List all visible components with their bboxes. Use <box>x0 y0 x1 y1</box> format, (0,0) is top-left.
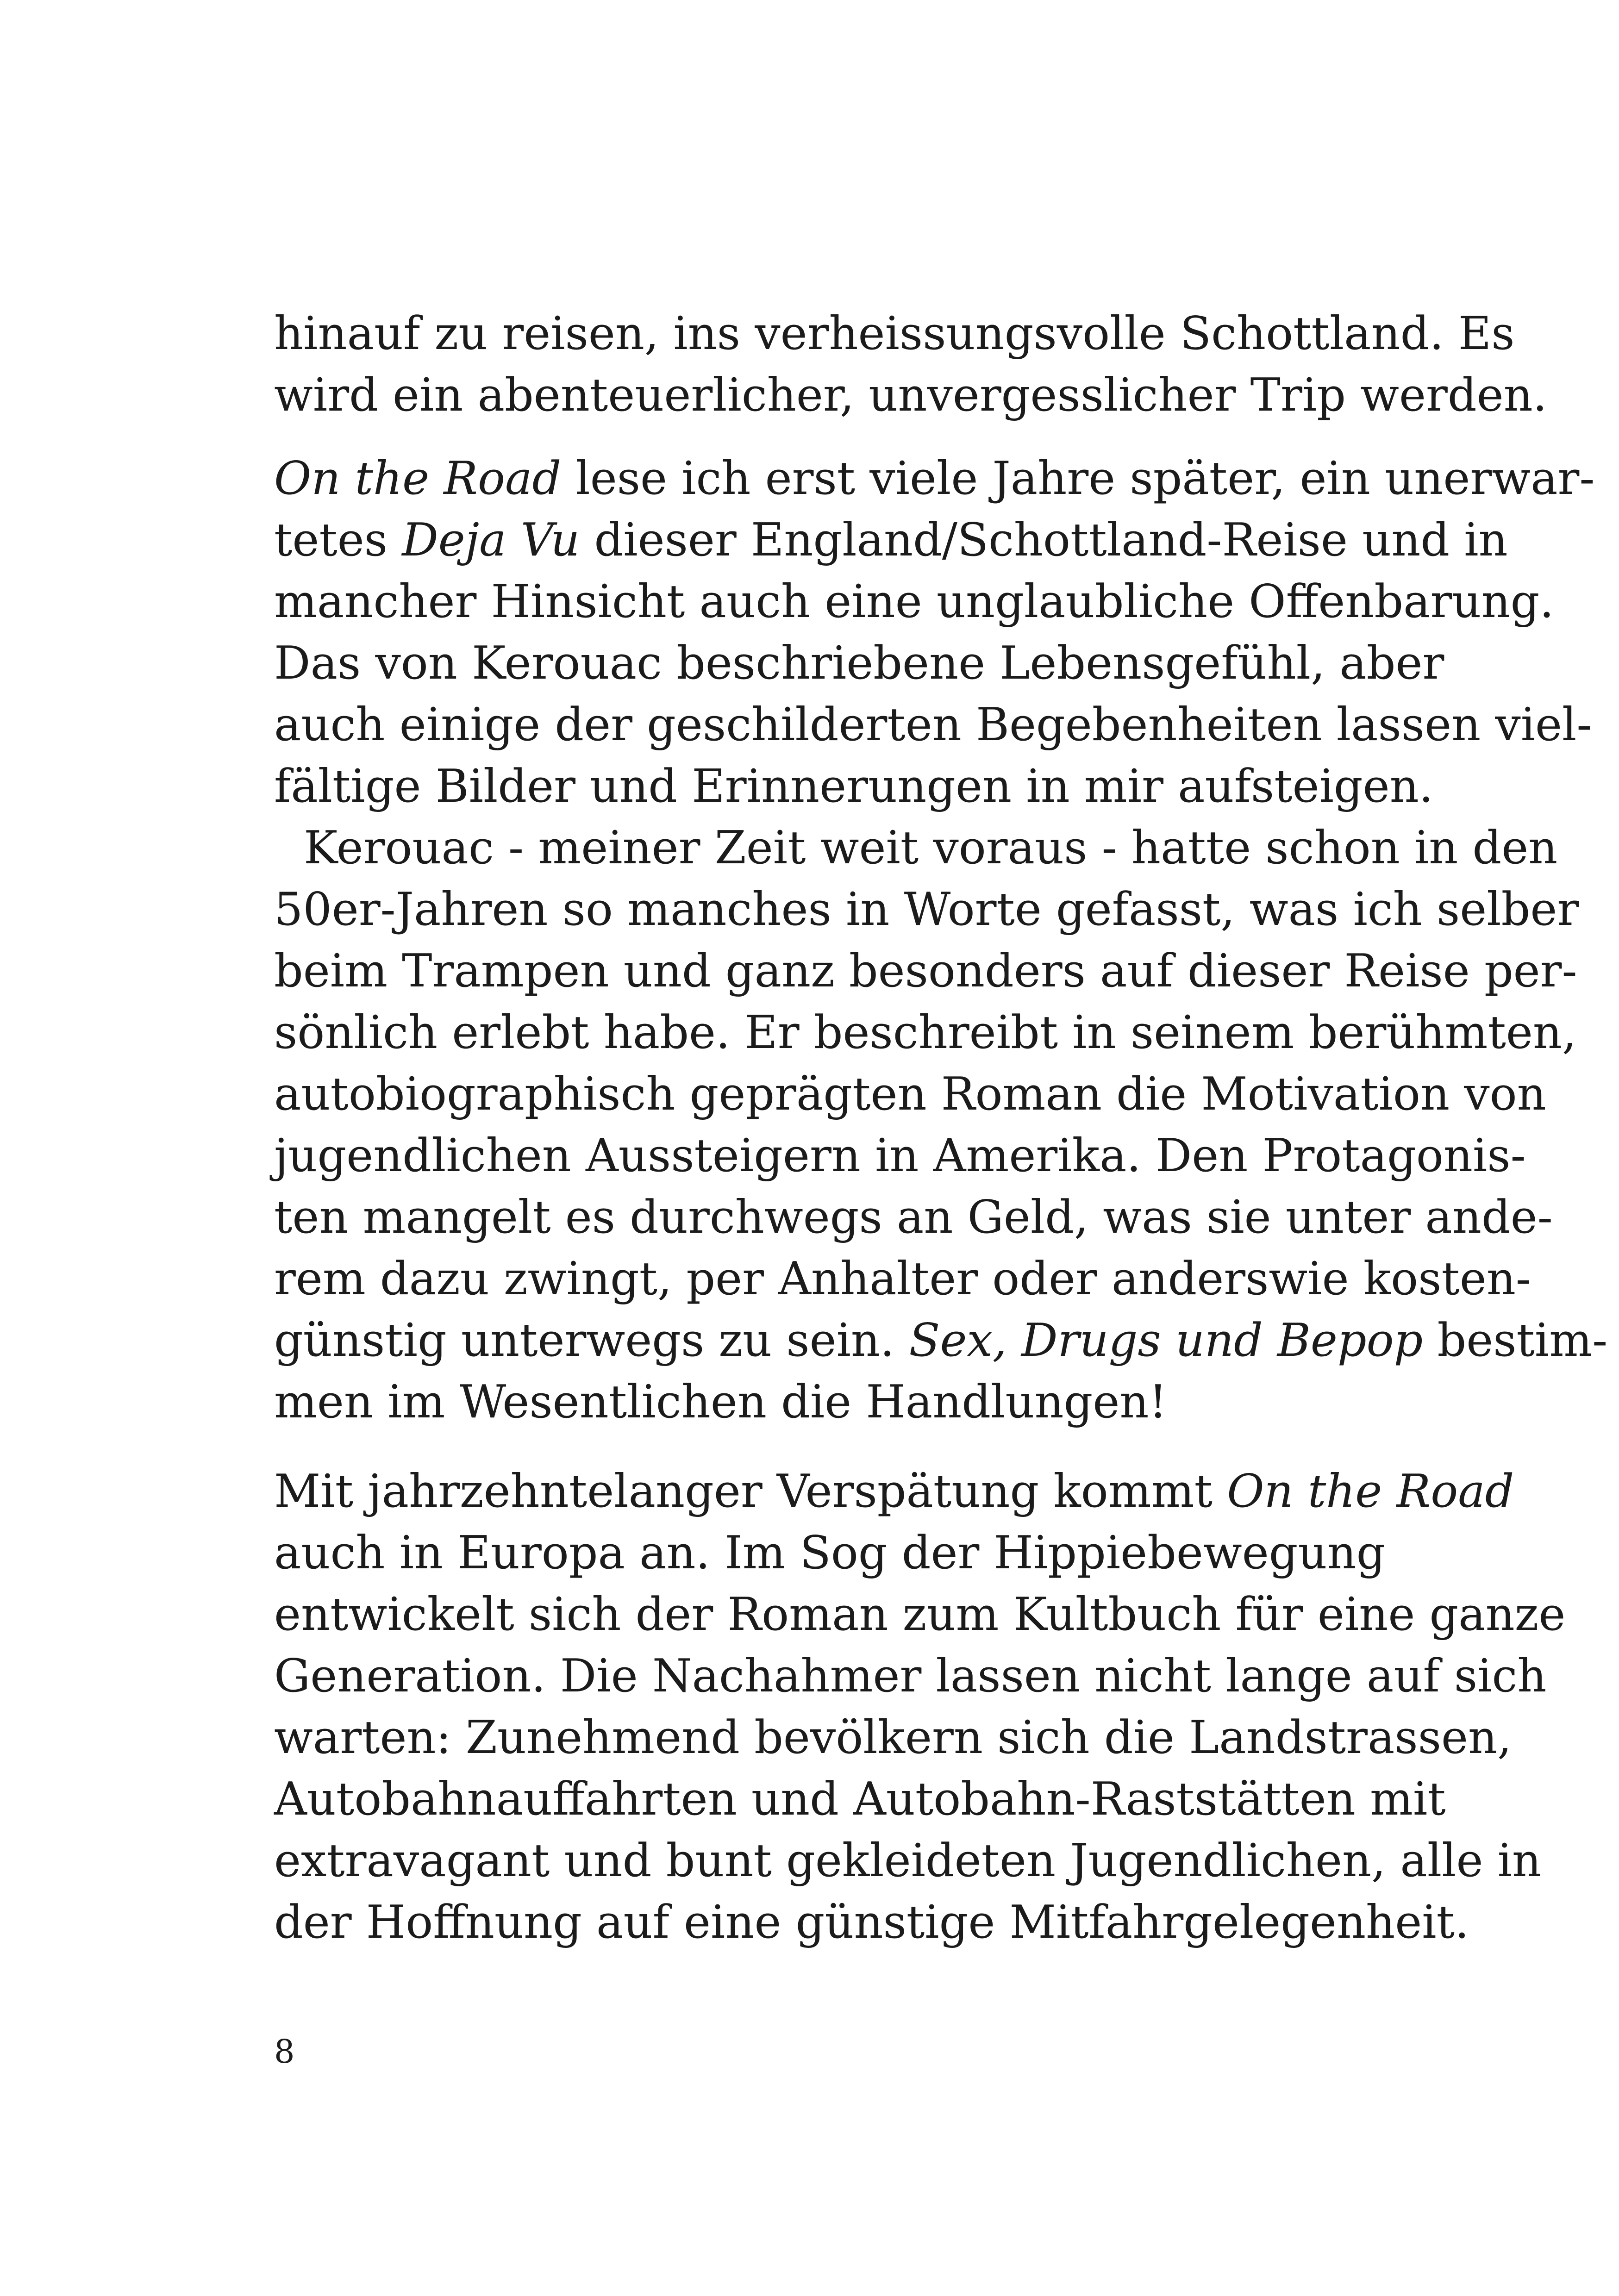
text-line: Autobahnauffahrten und Autobahn-Raststätten mit <box>274 1773 1446 1826</box>
text-line: mancher Hinsicht auch eine unglaubliche Offenbarung. <box>274 575 1554 628</box>
emphasis-deja-vu: Deja Vu <box>402 514 580 567</box>
emphasis-sex-drugs-bepop: Sex, Drugs und Bepop <box>909 1314 1423 1367</box>
book-title-on-the-road: On the Road <box>274 452 562 505</box>
text-line <box>274 1310 1608 1372</box>
text-line: der Hoffnung auf eine günstige Mitfahrgelegenheit. <box>274 1896 1469 1949</box>
text-line: Das von Kerouac beschriebene Lebensgefühl, aber <box>274 637 1444 690</box>
text-span: bestim- <box>1423 1314 1608 1367</box>
text-line: autobiographisch geprägten Roman die Motivation von <box>274 1068 1546 1121</box>
text-line: 50er-Jahren so manches in Worte gefasst, was ich selber <box>274 883 1579 936</box>
paragraph-2 <box>274 448 1595 817</box>
text-span: dieser England/Schottland-Reise und in <box>580 514 1508 567</box>
text-line: hinauf zu reisen, ins verheissungsvolle Schottland. Es <box>274 307 1515 360</box>
text-line: auch einige der geschilderten Begebenheiten lassen viel- <box>274 699 1592 751</box>
text-line: ten mangelt es durchwegs an Geld, was sie unter ande- <box>274 1191 1553 1244</box>
text-line: warten: Zunehmend bevölkern sich die Landstrassen, <box>274 1711 1512 1764</box>
text-line <box>274 448 1595 510</box>
text-line: beim Trampen und ganz besonders auf dieser Reise per- <box>274 945 1577 998</box>
text-line: auch in Europa an. Im Sog der Hippiebewegung <box>274 1527 1386 1579</box>
page-number: 8 <box>274 2033 295 2071</box>
text-line: wird ein abenteuerlicher, unvergesslicher Trip werden. <box>274 369 1547 422</box>
text-span: tetes <box>274 514 402 567</box>
text-line: Generation. Die Nachahmer lassen nicht lange auf sich <box>274 1650 1547 1703</box>
text-span: Mit jahrzehntelanger Verspätung kommt <box>274 1465 1227 1518</box>
text-line <box>274 1461 1514 1522</box>
text-line: Kerouac - meiner Zeit weit voraus - hatte schon in den <box>304 822 1558 874</box>
text-line: jugendlichen Aussteigern in Amerika. Den Protagonis- <box>274 1129 1526 1182</box>
text-span: günstig unterwegs zu sein. <box>274 1314 909 1367</box>
paragraph-4 <box>274 1461 1566 1953</box>
text-span: lese ich erst viele Jahre später, ein unerwar- <box>561 452 1595 505</box>
text-line: rem dazu zwingt, per Anhalter oder anderswie kosten- <box>274 1253 1531 1305</box>
text-line <box>274 510 1508 571</box>
text-line: entwickelt sich der Roman zum Kultbuch für eine ganze <box>274 1588 1566 1641</box>
text-line: men im Wesentlichen die Handlungen! <box>274 1376 1167 1429</box>
book-title-on-the-road: On the Road <box>1227 1465 1514 1518</box>
text-line: extravagant und bunt gekleideten Jugendlichen, alle in <box>274 1834 1542 1887</box>
paragraph-3 <box>274 817 1608 1433</box>
paragraph-1 <box>274 303 1547 426</box>
text-line: fältige Bilder und Erinnerungen in mir aufsteigen. <box>274 760 1433 813</box>
text-line: sönlich erlebt habe. Er beschreibt in seinem berühmten, <box>274 1006 1577 1059</box>
